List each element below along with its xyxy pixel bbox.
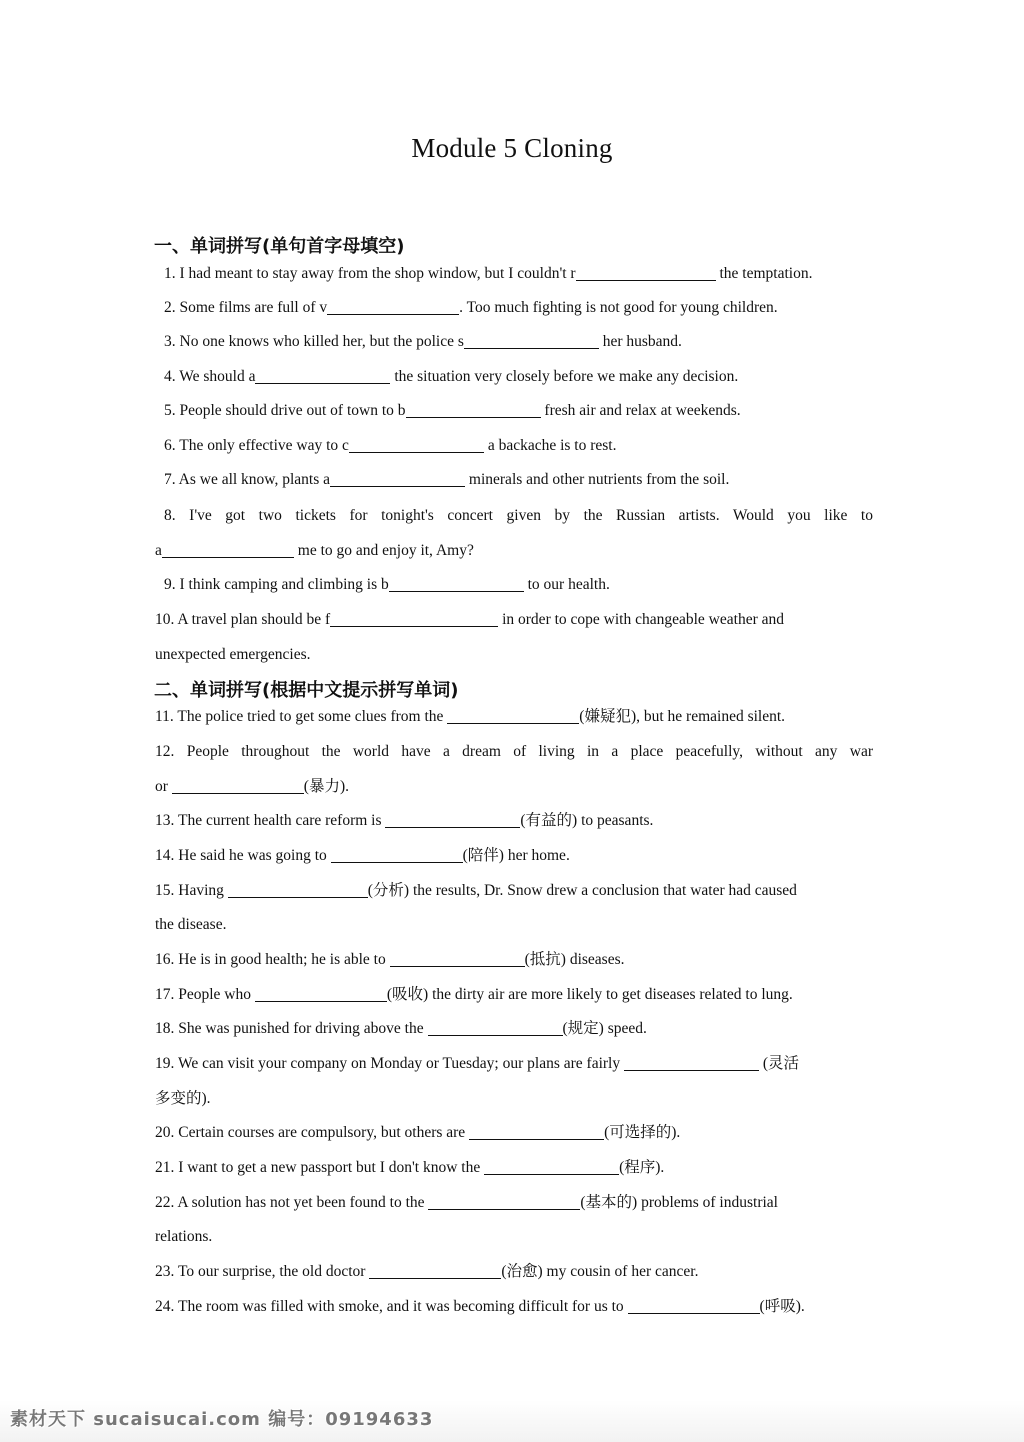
answer-blank[interactable]: [389, 573, 524, 592]
answer-blank[interactable]: [330, 608, 498, 627]
question-24: 24. The room was filled with smoke, and it was becoming difficult for us to (呼吸).: [155, 1290, 873, 1324]
question-15-line-2: the disease.: [155, 916, 227, 933]
answer-blank[interactable]: [162, 539, 294, 558]
answer-blank[interactable]: [428, 1017, 563, 1036]
question-11: 11. The police tried to get some clues from the (嫌疑犯), but he remained silent.: [155, 700, 873, 734]
answer-blank[interactable]: [228, 879, 368, 898]
page-title: Module 5 Cloning: [411, 133, 613, 163]
question-23: 23. To our surprise, the old doctor (治愈) my cousin of her cancer.: [155, 1255, 873, 1289]
question-10-line-2: unexpected emergencies.: [155, 646, 311, 663]
question-15: 15. Having (分析) the results, Dr. Snow drew a conclusion that water had caused: [155, 874, 873, 908]
answer-blank[interactable]: [349, 434, 484, 453]
question-22: 22. A solution has not yet been found to the (基本的) problems of industrial: [155, 1186, 873, 1220]
answer-blank[interactable]: [390, 948, 525, 967]
question-22-line-2: relations.: [155, 1228, 213, 1245]
question-16: 16. He is in good health; he is able to (抵抗) diseases.: [155, 943, 873, 977]
answer-blank[interactable]: [484, 1156, 619, 1175]
answer-blank[interactable]: [576, 262, 716, 281]
question-19-line-2: 多变的).: [155, 1090, 211, 1107]
question-8-line-2: a me to go and enjoy it, Amy?: [155, 534, 873, 568]
answer-blank[interactable]: [464, 330, 599, 349]
question-18: 18. She was punished for driving above the (规定) speed.: [155, 1012, 873, 1046]
question-1: 1. I had meant to stay away from the shop window, but I couldn't r the temptation.: [164, 257, 882, 291]
question-13: 13. The current health care reform is (有益的) to peasants.: [155, 804, 873, 838]
answer-blank[interactable]: [369, 1260, 501, 1279]
question-20: 20. Certain courses are compulsory, but others are (可选择的).: [155, 1116, 873, 1150]
section-heading-2: 二、单词拼写(根据中文提示拼写单词): [154, 680, 459, 701]
question-4: 4. We should a the situation very closely before we make any decision.: [164, 360, 882, 394]
question-21: 21. I want to get a new passport but I don't know the (程序).: [155, 1151, 873, 1185]
answer-blank[interactable]: [330, 468, 465, 487]
section-heading-1: 一、单词拼写(单句首字母填空): [154, 236, 405, 257]
question-9: 9. I think camping and climbing is b to our health.: [164, 568, 882, 602]
question-7: 7. As we all know, plants a minerals and other nutrients from the soil.: [164, 463, 882, 497]
answer-blank[interactable]: [447, 705, 579, 724]
answer-blank[interactable]: [255, 365, 390, 384]
answer-blank[interactable]: [255, 983, 387, 1002]
answer-blank[interactable]: [385, 809, 520, 828]
question-5: 5. People should drive out of town to b fresh air and relax at weekends.: [164, 394, 882, 428]
watermark-text: 素材天下 sucaisucai.com 编号：09194633: [10, 1409, 434, 1430]
answer-blank[interactable]: [428, 1191, 580, 1210]
question-3: 3. No one knows who killed her, but the police s her husband.: [164, 325, 882, 359]
question-6: 6. The only effective way to c a backache is to rest.: [164, 429, 882, 463]
question-19: 19. We can visit your company on Monday or Tuesday; our plans are fairly (灵活: [155, 1047, 873, 1081]
answer-blank[interactable]: [172, 775, 304, 794]
answer-blank[interactable]: [327, 296, 459, 315]
question-12-line-1: 12. People throughout the world have a dream of living in a place peacefully, without any war: [155, 743, 873, 760]
answer-blank[interactable]: [628, 1295, 760, 1314]
question-8-line-1: 8. I've got two tickets for tonight's concert given by the Russian artists. Would you like to: [164, 507, 873, 524]
answer-blank[interactable]: [469, 1121, 604, 1140]
answer-blank[interactable]: [406, 399, 541, 418]
question-17: 17. People who (吸收) the dirty air are more likely to get diseases related to lung.: [155, 978, 873, 1012]
answer-blank[interactable]: [624, 1052, 759, 1071]
question-12-line-2: or (暴力).: [155, 770, 873, 804]
question-14: 14. He said he was going to (陪伴) her home.: [155, 839, 873, 873]
answer-blank[interactable]: [331, 844, 463, 863]
question-10: 10. A travel plan should be f in order to cope with changeable weather and: [155, 603, 873, 637]
question-2: 2. Some films are full of v . Too much fighting is not good for young children.: [164, 291, 882, 325]
